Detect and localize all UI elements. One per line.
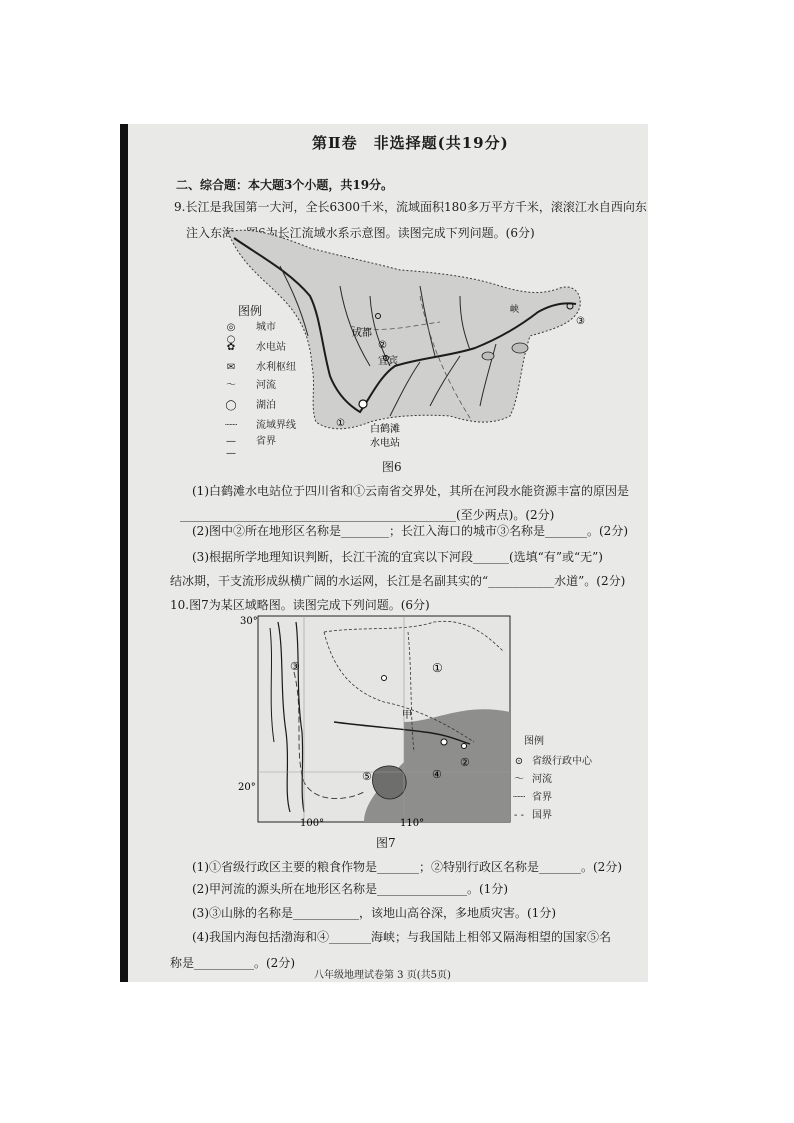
map7-mark4: ④ bbox=[432, 768, 442, 781]
map7-mark3: ③ bbox=[290, 660, 300, 673]
map7-jia: 甲 bbox=[402, 710, 412, 721]
basin-boundary-icon: ┈┈ bbox=[224, 420, 238, 431]
figure6-caption: 图6 bbox=[382, 460, 402, 474]
map7-mark1: ① bbox=[432, 661, 443, 675]
volume-title: 第Ⅱ卷 非选择题(共19分) bbox=[312, 134, 509, 152]
lake-icon: ◯ bbox=[225, 400, 237, 411]
map7-mark5: ⑤ bbox=[362, 770, 372, 783]
q10-sub1: (1)①省级行政区主要的粮食作物是_______；②特别行政区名称是_______。(2分) bbox=[192, 860, 622, 874]
q10-sub4-line1: (4)我国内海包括渤海和④_______海峡；与我国陆上相邻又隔海相望的国家⑤名 bbox=[192, 930, 612, 944]
map7-lon100: 100° bbox=[300, 818, 325, 828]
province-border-icon: ┈┈ bbox=[512, 792, 526, 803]
q9-sub3-line2: 结冰期，干支流形成纵横广阔的水运网，长江是名副其实的“___________水道”。(2分) bbox=[170, 574, 626, 588]
fig6-legend-title: 图例 bbox=[238, 304, 263, 318]
q10-sub2: (2)甲河流的源头所在地形区名称是_______________。(1分) bbox=[192, 882, 508, 896]
fig7-legend-river: 河流 bbox=[532, 774, 552, 785]
province-boundary-icon: — — bbox=[226, 436, 236, 459]
river-icon-2: 〜 bbox=[514, 774, 524, 785]
water-hub-icon: ✉ bbox=[226, 362, 236, 373]
fig7-legend-province: 省界 bbox=[532, 792, 552, 803]
fig6-legend-river: 河流 bbox=[256, 380, 276, 391]
fig7-legend-capital: 省级行政中心 bbox=[532, 756, 592, 767]
fig6-legend-water-hub: 水利枢纽 bbox=[256, 362, 296, 373]
exam-page-photo bbox=[120, 124, 648, 982]
page-footer: 八年级地理试卷第 3 页(共5页) bbox=[314, 970, 451, 981]
fig6-legend-lake: 湖泊 bbox=[256, 400, 276, 411]
q9-sub3-line1: (3)根据所学地理知识判断，长江干流的宜宾以下河段______(选填“有”或“无”) bbox=[192, 550, 603, 564]
map6-chengdu-label: 成都 bbox=[352, 328, 372, 339]
q9-sub2: (2)图中②所在地形区名称是________；长江入海口的城市③名称是_______。(2分) bbox=[192, 524, 628, 538]
q10-sub4-line2: 称是__________。(2分) bbox=[170, 956, 295, 970]
fig6-legend-basin-boundary: 流域界线 bbox=[256, 420, 296, 431]
map6-station-label-line2: 水电站 bbox=[370, 438, 400, 449]
map7-lat30: 30° bbox=[240, 616, 258, 627]
map6-station-label-line1: 白鹤滩 bbox=[370, 424, 400, 435]
map7-lat20: 20° bbox=[238, 782, 256, 793]
river-icon: 〜 bbox=[226, 380, 236, 391]
map6-mark1-label: ① bbox=[336, 418, 345, 429]
q9-intro-line1: 9.长江是我国第一大河，全长6300千米，流域面积180多万平方千米，滚滚江水自西向东 bbox=[174, 200, 647, 214]
fig6-legend-city: 城市 bbox=[256, 322, 276, 333]
fig7-legend-title: 图例 bbox=[524, 736, 544, 747]
q9-intro-line2: 注入东海。图6为长江流域水系示意图。读图完成下列问题。(6分) bbox=[186, 226, 535, 240]
fig6-legend-hydropower: 水电站 bbox=[256, 342, 286, 353]
map6-east-label: 峡 bbox=[510, 305, 520, 315]
national-border-icon: - - bbox=[514, 810, 524, 821]
map7-mark2: ② bbox=[460, 756, 470, 769]
hydropower-station-icon: ✿ bbox=[226, 342, 236, 353]
q9-sub1-line1: (1)白鹤滩水电站位于四川省和①云南省交界处，其所在河段水能资源丰富的原因是 bbox=[192, 484, 630, 498]
region-map bbox=[234, 612, 514, 828]
map6-mark3-label: ③ bbox=[576, 316, 585, 327]
q10-intro: 10.图7为某区域略图。读图完成下列问题。(6分) bbox=[170, 598, 430, 612]
q10-sub3: (3)③山脉的名称是___________，该地山高谷深，多地质灾害。(1分) bbox=[192, 906, 556, 920]
fig6-legend-province-boundary: 省界 bbox=[256, 436, 276, 447]
figure7-caption: 图7 bbox=[376, 836, 396, 850]
city-icon: ◎ ○ bbox=[226, 322, 236, 345]
fig7-legend-national: 国界 bbox=[532, 810, 552, 821]
provincial-capital-icon: ⊙ bbox=[514, 756, 524, 767]
map7-lon110: 110° bbox=[400, 818, 425, 828]
q9-sub1-line2: ______________________________________________(至少两点)。(2分) bbox=[180, 508, 555, 522]
map6-mark2-label: ② bbox=[378, 340, 387, 351]
photo-dark-edge bbox=[120, 124, 128, 982]
map6-yibin-label: 宜宾 bbox=[378, 356, 398, 367]
section-title: 二、综合题：本大题3个小题，共19分。 bbox=[176, 178, 394, 192]
